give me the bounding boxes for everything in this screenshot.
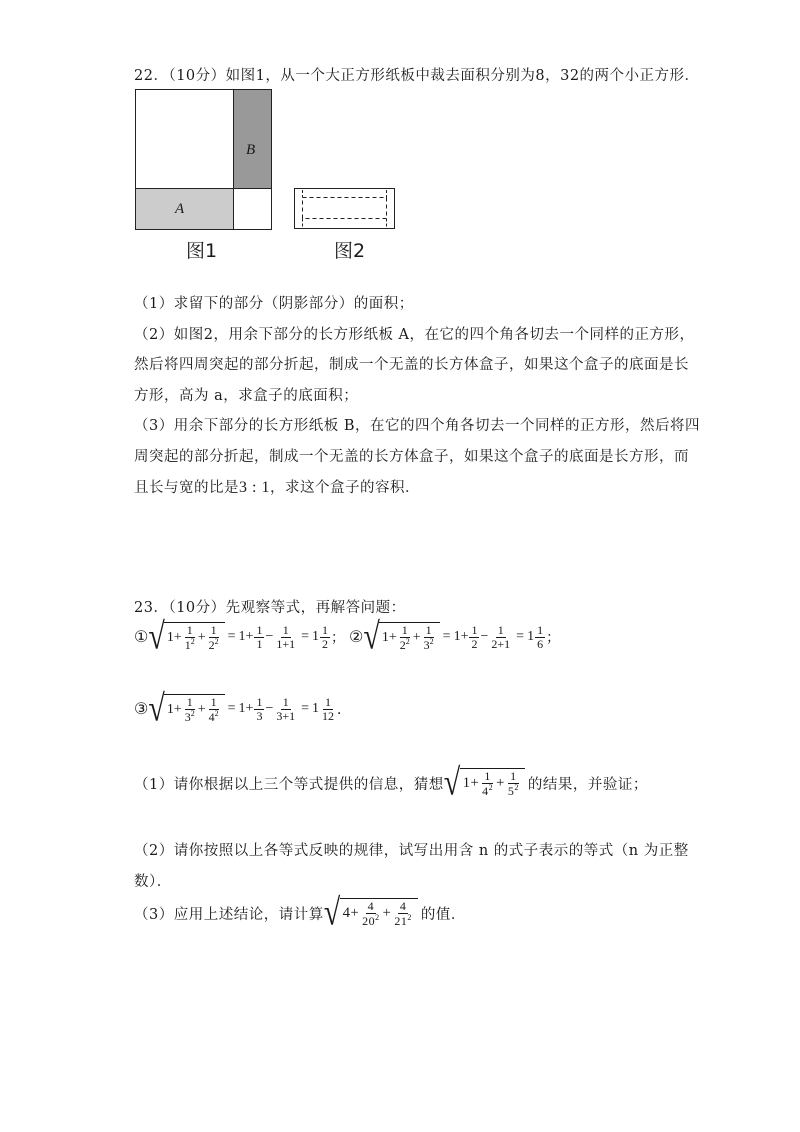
marker-2: ② xyxy=(349,629,364,646)
figure-2 xyxy=(294,188,396,230)
q22-part2-line1: （2）如图2，用余下部分的长方形纸板 A，在它的四个角各切去一个同样的正方形， xyxy=(134,327,695,343)
fraction: $\frac{1}{3+1}$ xyxy=(276,694,296,723)
q22-part2-line2: 然后将四周突起的部分折起，制成一个无盖的长方体盒子，如果这个盒子的底面是长 xyxy=(134,357,689,373)
label-b: B xyxy=(246,142,256,158)
fraction: $\frac{1}{5^2}$ xyxy=(507,768,519,798)
figure-1 xyxy=(135,89,272,230)
equations-row-2: ③ √ 1 + $\frac{1}{3^2}$ + $\frac{1}{4^2}$ = 1 + $\frac{1}{3}$ − $\frac{1}{3+1}$ = 1 $\frac{1}{12}$ ． xyxy=(134,687,352,729)
equations-row-1: ① √ 1 + $\frac{1}{1^2}$ + $\frac{1}{2^2}$ = 1 + $\frac{1}{1}$ − $\frac{1}{1+1}$ = 1 $\frac{1}{2}$ ； ② √ 1 + $\frac{1}{2^2}$ + $\frac{1}{3^2}$ = 1 + $\frac{1}{2}$ − $\frac{1}{2+1}$ = 1 $\frac{1}{6}$ ； xyxy=(134,615,561,657)
q22-part2-line3: 方形，高为 a，求盒子的底面积； xyxy=(134,388,359,404)
fraction: $\frac{1}{1+1}$ xyxy=(276,622,296,651)
small-square xyxy=(234,189,272,230)
mixed-number: 1 $\frac{1}{2}$ xyxy=(312,622,329,651)
figure-2-caption: 图2 xyxy=(334,240,366,262)
marker-3: ③ xyxy=(134,701,149,718)
sqrt-compute: √ 4 + $\frac{4}{20^2}$ + $\frac{4}{21^2}$ xyxy=(324,898,418,928)
fraction: $\frac{1}{3^2}$ xyxy=(184,694,195,724)
fraction: $\frac{1}{4^2}$ xyxy=(482,768,494,798)
sqrt-expr-2: √ 1 + $\frac{1}{2^2}$ + $\frac{1}{3^2}$ xyxy=(363,622,439,652)
q22-header: 22．（10分）如图1，从一个大正方形纸板中裁去面积分别为8，32的两个小正方形． xyxy=(134,68,700,84)
q23-part3: （3）应用上述结论，请计算 √ 4 + $\frac{4}{20^2}$ + $\frac{4}{21^2}$ 的值． xyxy=(134,891,466,933)
fraction: $\frac{1}{1^2}$ xyxy=(184,622,195,652)
fraction: $\frac{1}{2^2}$ xyxy=(208,622,219,652)
fraction: $\frac{1}{2+1}$ xyxy=(491,622,511,651)
q23-part2-line1: （2）请你按照以上各等式反映的规律，试写出用含 n 的式子表示的等式（n 为正整 xyxy=(134,843,689,859)
sqrt-expr-3: √ 1 + $\frac{1}{3^2}$ + $\frac{1}{4^2}$ xyxy=(148,694,224,724)
ratio: 3 : 1 xyxy=(239,479,270,496)
figure-2-drawing xyxy=(294,188,396,230)
sqrt-guess: √ 1 + $\frac{1}{4^2}$ + $\frac{1}{5^2}$ xyxy=(444,768,525,798)
fraction: $\frac{4}{21^2}$ xyxy=(394,898,412,928)
figure-1-caption: 图1 xyxy=(186,240,218,262)
q22-part3-text-b: ，求这个盒子的容积． xyxy=(269,480,420,496)
label-a: A xyxy=(175,201,185,217)
fraction: $\frac{1}{2^2}$ xyxy=(399,622,410,652)
q23-part1: （1）请你根据以上三个等式提供的信息，猜想 √ 1 + $\frac{1}{4^2}$ + $\frac{1}{5^2}$ 的结果，并验证； xyxy=(134,761,648,803)
fraction: $\frac{1}{3}$ xyxy=(256,694,263,723)
q23-header: 23．（10分）先观察等式，再解答问题： xyxy=(134,600,406,616)
rect-a xyxy=(136,189,234,230)
rect-outline xyxy=(295,189,395,229)
sqrt-expr-1: √ 1 + $\frac{1}{1^2}$ + $\frac{1}{2^2}$ xyxy=(148,622,224,652)
mixed-number: 1 $\frac{1}{12}$ xyxy=(312,694,335,723)
q22-part3-text-a: 且长与宽的比是 xyxy=(134,480,239,496)
q22-part3-line1: （3）用余下部分的长方形纸板 B，在它的四个角各切去一个同样的正方形，然后将四 xyxy=(134,418,700,434)
q22-part3-line3 xyxy=(134,476,420,497)
marker-1: ① xyxy=(134,629,149,646)
figure-1-drawing xyxy=(135,89,272,230)
mixed-number: 1 $\frac{1}{6}$ xyxy=(527,622,544,651)
q22-part3-line2: 周突起的部分折起，制成一个无盖的长方体盒子，如果这个盒子的底面是长方形，而 xyxy=(134,449,689,465)
fraction: $\frac{1}{1}$ xyxy=(256,622,263,651)
q23-part2-line2: 数）． xyxy=(134,874,172,890)
fraction: $\frac{4}{20^2}$ xyxy=(362,898,380,928)
q22-part1: （1）求留下的部分（阴影部分）的面积； xyxy=(134,296,414,312)
fraction: $\frac{1}{2}$ xyxy=(471,622,478,651)
fraction: $\frac{1}{4^2}$ xyxy=(208,694,219,724)
rect-b xyxy=(234,90,272,189)
fraction: $\frac{1}{3^2}$ xyxy=(423,622,434,652)
